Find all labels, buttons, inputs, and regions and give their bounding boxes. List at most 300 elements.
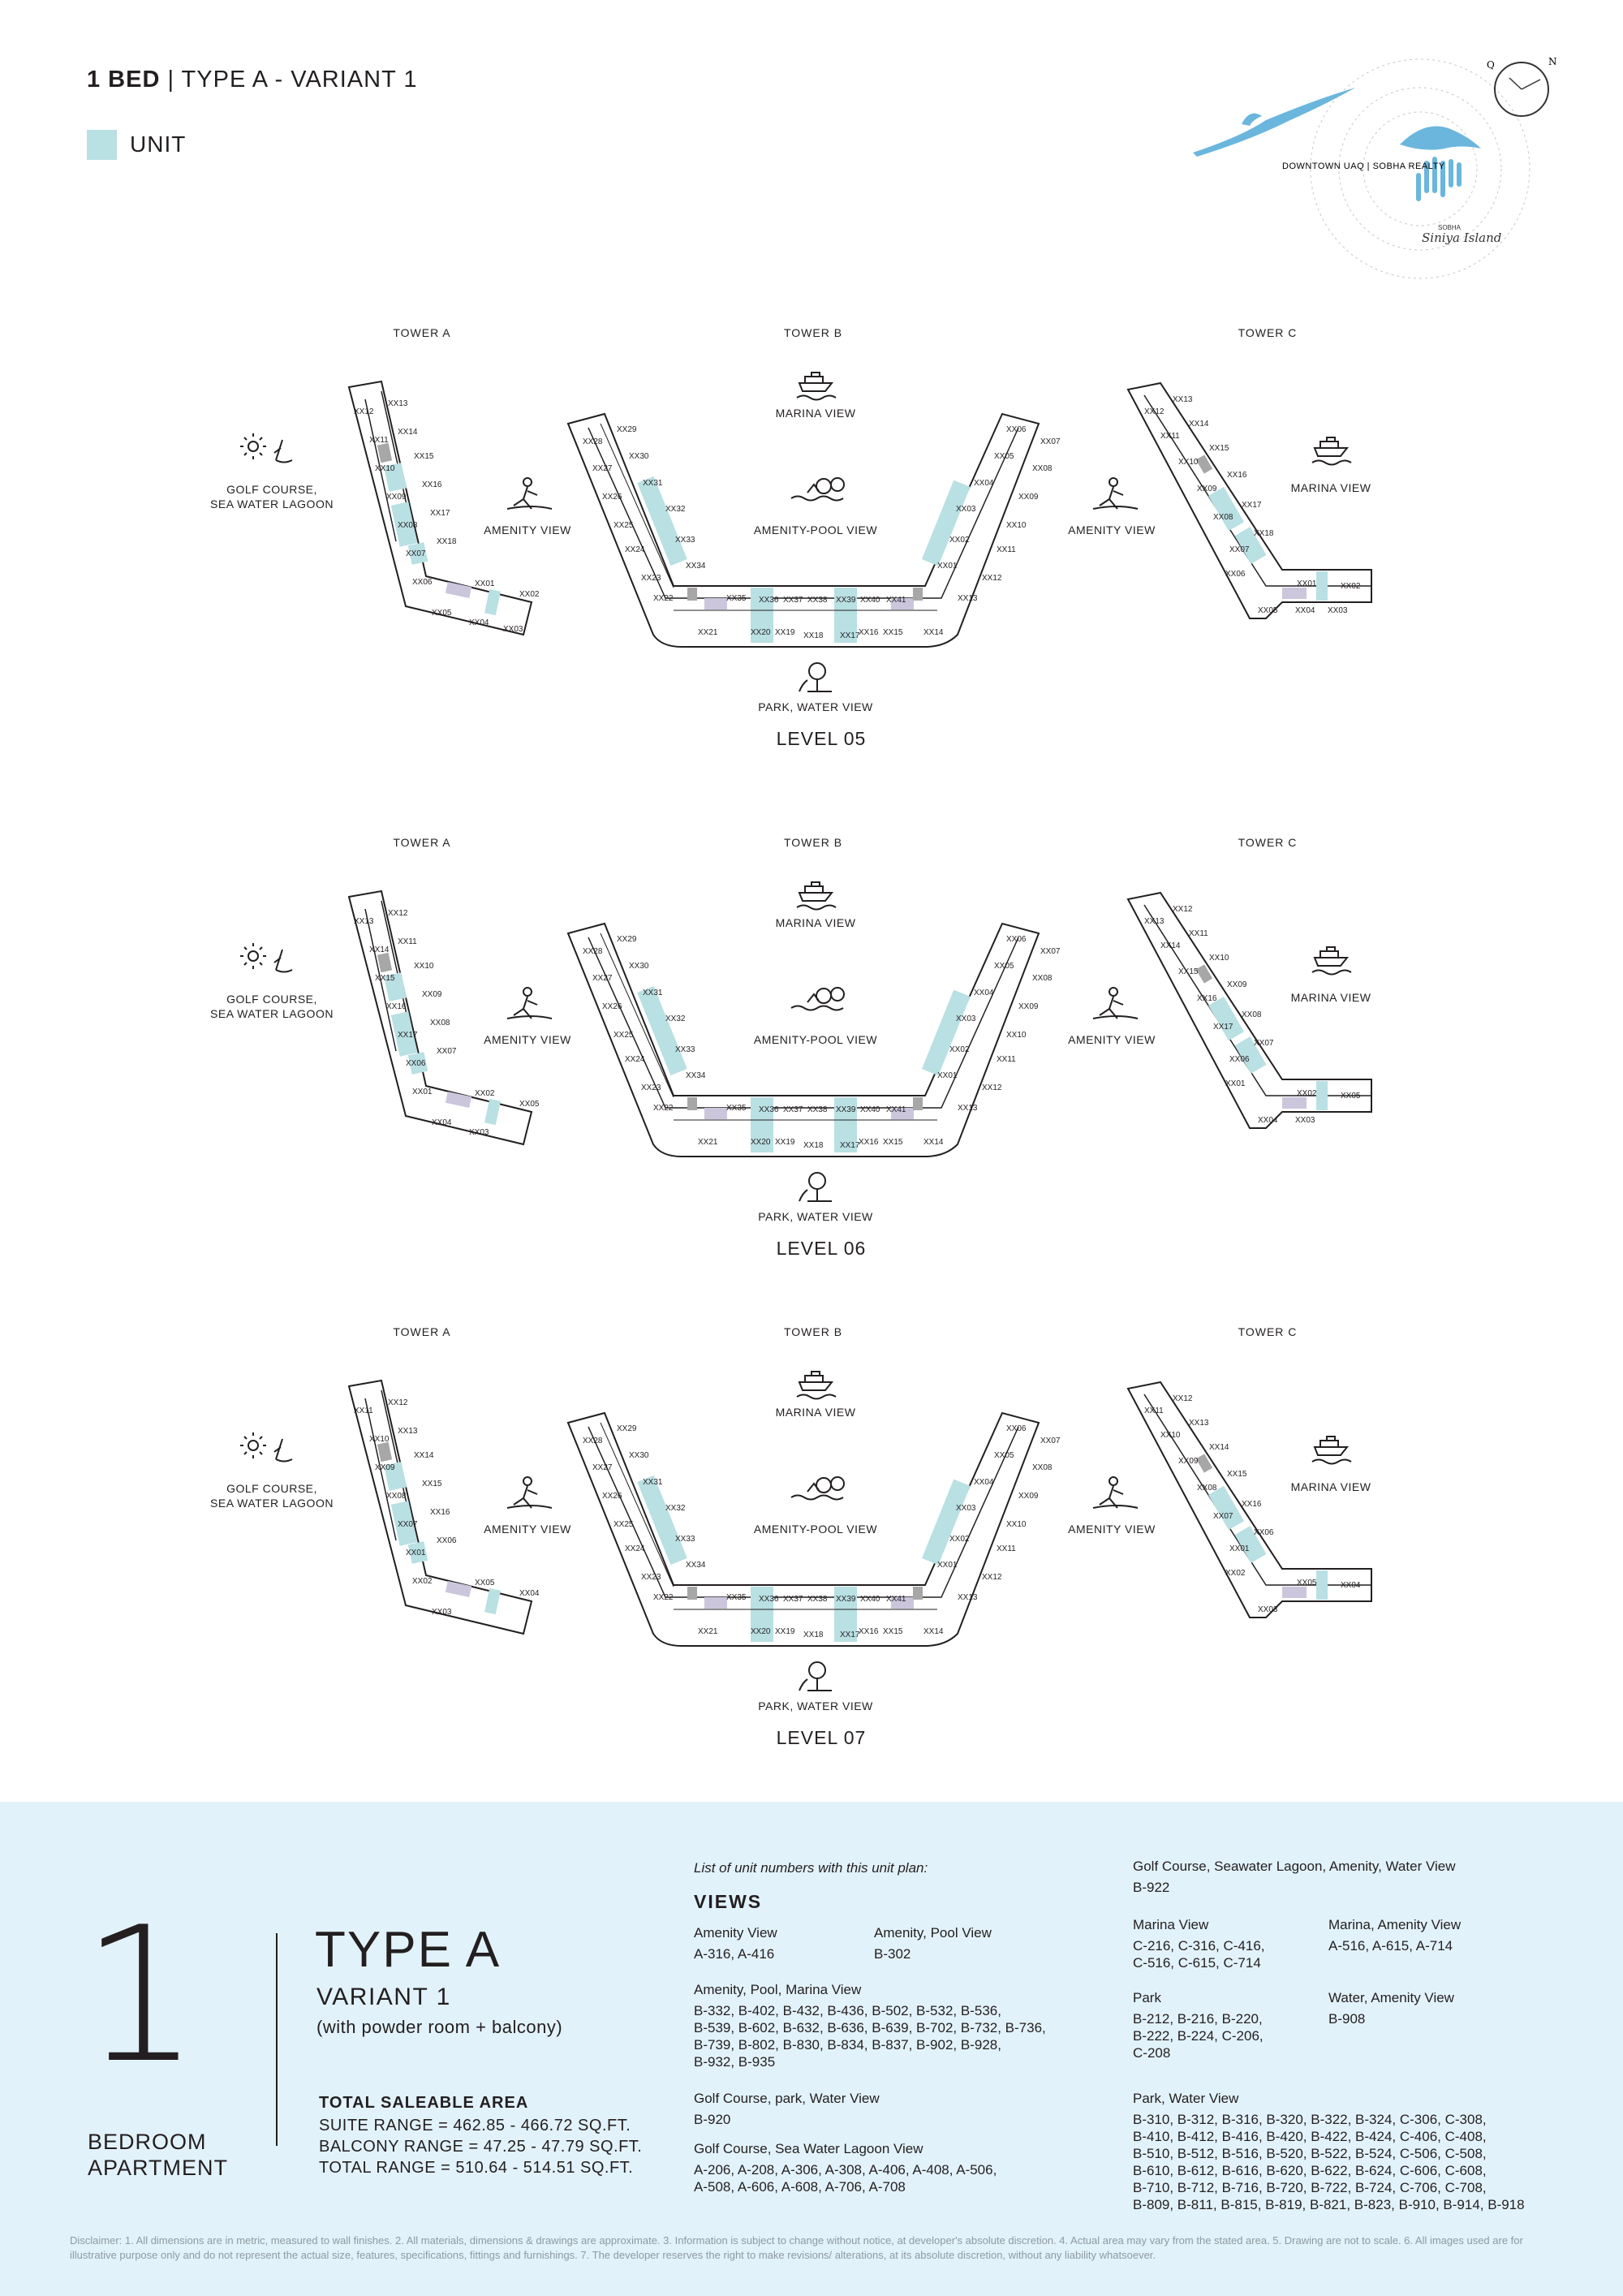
unit-label: XX11 — [997, 545, 1016, 554]
view-group-units: B-922 — [1133, 1880, 1170, 1895]
view-group-units: C-208 — [1133, 2045, 1171, 2061]
logo-caption: DOWNTOWN UAQ | SOBHA REALTY — [1282, 162, 1445, 171]
unit-label: XX07 — [398, 1520, 418, 1529]
unit-label: XX05 — [432, 609, 452, 618]
unit-label: XX27 — [592, 464, 613, 473]
views-heading: VIEWS — [694, 1891, 763, 1912]
amenity-right-icon — [1093, 988, 1138, 1019]
unit-label: XX18 — [803, 1630, 824, 1639]
unit-label: XX13 — [958, 594, 978, 603]
amenity-view-right-label: AMENITY VIEW — [1068, 523, 1156, 536]
unit-label: XX17 — [430, 509, 450, 518]
unit-label: XX07 — [1040, 1437, 1061, 1445]
unit-label: XX11 — [398, 937, 417, 946]
amenity-view-left-label: AMENITY VIEW — [484, 1523, 571, 1536]
unit-label: XX33 — [675, 1045, 695, 1054]
view-group-name: Amenity View — [694, 1925, 777, 1941]
unit-label: XX15 — [1227, 1470, 1247, 1479]
unit-label: XX03 — [469, 1128, 489, 1137]
unit-label: XX20 — [751, 1627, 771, 1636]
unit-label: XX11 — [1189, 929, 1208, 938]
view-group-units: B-539, B-602, B-632, B-636, B-639, B-702, B-732, B-736, — [694, 2020, 1046, 2035]
unit-label: XX13 — [1173, 395, 1193, 404]
tower-a-label: TOWER A — [393, 326, 451, 339]
unit-label: XX18 — [803, 631, 824, 640]
unit-label: XX09 — [1197, 485, 1217, 493]
view-group — [1328, 1917, 1461, 1954]
unit-label: XX30 — [629, 962, 649, 971]
amenity-left-icon — [507, 988, 552, 1019]
amenity-pool-icon — [791, 1477, 844, 1500]
tower-c-label: TOWER C — [1238, 326, 1298, 339]
unit-label: XX01 — [1297, 579, 1317, 588]
unit-label: XX16 — [859, 1627, 879, 1636]
unit-label: XX32 — [665, 1014, 686, 1023]
unit-label: XX03 — [1328, 606, 1348, 615]
unit-label: XX15 — [883, 628, 903, 637]
unit-label: XX30 — [629, 1451, 649, 1460]
view-group-name: Water, Amenity View — [1328, 1990, 1454, 2005]
view-group-name: Golf Course, Sea Water Lagoon View — [694, 2141, 923, 2156]
view-group-units: B-710, B-712, B-716, B-720, B-722, B-724, C-706, C-708, — [1133, 2180, 1487, 2195]
compass-q-label: Q — [1487, 59, 1495, 71]
unit-label: XX15 — [1178, 967, 1199, 976]
amenity-pool-icon — [791, 988, 844, 1010]
unit-label: XX09 — [1227, 980, 1247, 989]
bedroom-count: 1 — [81, 1888, 200, 2104]
unit-label: XX02 — [1297, 1089, 1317, 1098]
unit-label: XX08 — [1213, 513, 1233, 522]
amenity-view-left-label: AMENITY VIEW — [484, 523, 571, 536]
unit-label: XX34 — [686, 1561, 706, 1570]
golf-lagoon-icon — [240, 433, 292, 463]
unit-label: XX14 — [414, 1451, 434, 1460]
level-label: LEVEL 05 — [776, 728, 867, 749]
unit-label: XX22 — [653, 1593, 674, 1602]
view-group — [1133, 1990, 1264, 2061]
marina-view-label: MARINA VIEW — [775, 407, 856, 420]
unit-label: XX21 — [698, 1138, 718, 1147]
view-group — [1133, 2091, 1525, 2213]
unit-label: XX11 — [369, 436, 389, 445]
marina-view-right-label: MARINA VIEW — [1290, 1480, 1371, 1493]
unit-label: XX29 — [617, 425, 637, 434]
unit-label: XX36 — [759, 1595, 779, 1604]
unit-label: XX01 — [475, 579, 495, 588]
unit-label: XX06 — [412, 578, 433, 587]
unit-label: XX35 — [726, 594, 747, 603]
unit-label: XX04 — [469, 618, 489, 627]
unit-label: XX33 — [675, 536, 695, 545]
unit-label: XX10 — [1006, 521, 1027, 530]
tower-a-label: TOWER A — [393, 836, 451, 849]
unit-label: XX24 — [625, 545, 645, 554]
unit-label: XX03 — [956, 1504, 976, 1513]
unit-label: XX02 — [1341, 582, 1361, 591]
unit-label: XX06 — [1006, 1424, 1027, 1433]
unit-label: XX24 — [625, 1544, 645, 1553]
unit-label: XX19 — [775, 628, 795, 637]
view-group-name: Golf Course, park, Water View — [694, 2091, 880, 2106]
unit-label: XX10 — [1006, 1520, 1027, 1529]
floor-plan-drawing — [0, 1325, 1623, 1764]
view-group-units: B-739, B-802, B-830, B-834, B-837, B-902, B-928, — [694, 2037, 1001, 2053]
amenity-view-right-label: AMENITY VIEW — [1068, 1033, 1156, 1046]
unit-label: XX37 — [783, 1595, 803, 1604]
unit-label: XX17 — [840, 1630, 860, 1639]
unit-label: XX36 — [759, 596, 779, 605]
unit-label: XX15 — [414, 452, 434, 461]
unit-label: XX41 — [886, 1105, 906, 1114]
unit-label: XX30 — [629, 452, 649, 461]
unit-label: XX04 — [519, 1589, 540, 1598]
unit-label: XX37 — [783, 596, 803, 605]
unit-label: XX17 — [398, 1031, 418, 1040]
unit-label: XX07 — [406, 549, 426, 558]
unit-label: XX10 — [1209, 954, 1229, 963]
view-group-units: B-908 — [1328, 2011, 1366, 2027]
unit-label: XX16 — [1242, 1500, 1262, 1509]
unit-label: XX02 — [949, 1535, 970, 1544]
unit-label: XX08 — [430, 1019, 450, 1027]
tower-b-label: TOWER B — [783, 326, 843, 339]
unit-label: XX02 — [949, 1045, 970, 1054]
unit-label: XX07 — [1254, 1039, 1274, 1048]
unit-label: XX10 — [1178, 458, 1199, 467]
unit-label: XX06 — [406, 1059, 426, 1068]
unit-label: XX08 — [1032, 1463, 1053, 1472]
marina-view-icon — [797, 882, 836, 910]
unit-label: XX21 — [698, 1627, 718, 1636]
unit-label: XX01 — [412, 1088, 433, 1096]
unit-label: XX03 — [503, 625, 523, 634]
unit-label: XX13 — [388, 399, 408, 408]
unit-label: XX23 — [641, 1573, 661, 1582]
amenity-left-icon — [507, 1477, 552, 1508]
unit-label: XX27 — [592, 1463, 613, 1472]
unit-label: XX17 — [840, 631, 860, 640]
unit-label: XX40 — [860, 1595, 880, 1604]
unit-label: XX29 — [617, 935, 637, 944]
marina-view-icon — [797, 373, 836, 400]
unit-label: XX26 — [602, 1492, 622, 1501]
unit-label: XX16 — [1227, 471, 1247, 480]
view-group-units: B-932, B-935 — [694, 2054, 776, 2070]
unit-label: XX09 — [422, 990, 442, 999]
unit-label: XX13 — [1144, 917, 1165, 926]
unit-label: XX07 — [1213, 1512, 1233, 1521]
unit-label: XX15 — [883, 1138, 903, 1147]
amenity-pool-icon — [791, 478, 844, 501]
unit-label: XX04 — [974, 479, 994, 488]
unit-label: XX05 — [1341, 1092, 1361, 1101]
unit-label: XX31 — [643, 479, 663, 488]
unit-label: XX09 — [1178, 1457, 1199, 1466]
unit-variant: VARIANT 1 — [316, 1984, 451, 2010]
marina-right-icon — [1312, 1437, 1351, 1464]
amenity-pool-view-label: AMENITY-POOL VIEW — [753, 523, 878, 536]
unit-label: XX06 — [1229, 1055, 1250, 1064]
unit-label: XX05 — [475, 1579, 495, 1587]
unit-label: XX16 — [422, 480, 442, 489]
unit-label: XX02 — [519, 590, 540, 599]
golf-course-lagoon-view-label: GOLF COURSE, SEA WATER LAGOON — [210, 1482, 334, 1510]
unit-label: XX02 — [412, 1577, 433, 1586]
unit-label: XX09 — [1018, 1492, 1039, 1501]
unit-label: XX03 — [956, 1014, 976, 1023]
unit-type: TYPE A — [315, 1922, 502, 1978]
view-group — [1328, 1990, 1454, 2027]
unit-label: XX09 — [1018, 1002, 1039, 1011]
unit-label: XX06 — [1006, 425, 1027, 434]
area-heading: TOTAL SALEABLE AREA — [319, 2094, 529, 2112]
amenity-view-left-label: AMENITY VIEW — [484, 1033, 571, 1046]
unit-label: XX18 — [1254, 529, 1274, 538]
unit-label: XX12 — [1173, 905, 1193, 914]
unit-label: XX16 — [859, 628, 879, 637]
unit-label: XX10 — [1006, 1031, 1027, 1040]
unit-label: XX04 — [974, 1478, 994, 1487]
view-group-units: B-809, B-811, B-815, B-819, B-821, B-823, B-910, B-914, B-918 — [1133, 2197, 1525, 2212]
unit-label: XX34 — [686, 562, 706, 571]
level-label: LEVEL 06 — [776, 1238, 867, 1259]
unit-label: XX13 — [1189, 1419, 1209, 1428]
unit-label: XX09 — [386, 493, 407, 502]
unit-label: XX06 — [1225, 570, 1246, 579]
unit-label: XX20 — [751, 1138, 771, 1147]
legend-label-unit: UNIT — [130, 131, 187, 157]
location-map-logo — [1152, 39, 1574, 282]
marina-right-icon — [1312, 947, 1351, 975]
unit-label: XX15 — [422, 1480, 442, 1488]
floor-plan-drawing — [0, 326, 1623, 765]
unit-label: XX06 — [1254, 1528, 1274, 1537]
unit-label: XX01 — [937, 562, 958, 571]
view-group-units: A-508, A-606, A-608, A-706, A-708 — [694, 2179, 906, 2195]
view-group — [694, 1982, 1046, 2070]
view-group — [694, 2141, 997, 2195]
unit-label: XX25 — [613, 521, 634, 530]
tower-c-label: TOWER C — [1238, 836, 1298, 849]
unit-label: XX21 — [698, 628, 718, 637]
unit-label: XX12 — [982, 574, 1002, 583]
unit-label: XX08 — [1032, 974, 1053, 983]
unit-label: XX17 — [1242, 501, 1262, 510]
unit-label: XX05 — [1258, 606, 1278, 615]
unit-label: XX12 — [1173, 1394, 1193, 1403]
unit-label: XX10 — [414, 962, 434, 971]
unit-label: XX12 — [388, 1398, 408, 1407]
view-group-units: B-222, B-224, C-206, — [1133, 2028, 1264, 2044]
unit-label: XX02 — [475, 1089, 495, 1098]
view-group-name: Marina View — [1133, 1917, 1209, 1932]
unit-label: XX15 — [1209, 444, 1229, 453]
unit-label: XX28 — [583, 1437, 603, 1445]
park-water-view-label: PARK, WATER VIEW — [758, 1699, 873, 1712]
unit-label: XX38 — [807, 1105, 828, 1114]
unit-label: XX01 — [937, 1071, 958, 1080]
unit-label: XX25 — [613, 1520, 634, 1529]
view-group-name: Marina, Amenity View — [1328, 1917, 1462, 1932]
unit-label: XX07 — [1040, 947, 1061, 956]
park-water-view-label: PARK, WATER VIEW — [758, 1210, 873, 1223]
unit-label: XX31 — [643, 989, 663, 997]
tower-b-label: TOWER B — [783, 1325, 843, 1338]
total-range: TOTAL RANGE = 510.64 - 514.51 SQ.FT. — [319, 2159, 634, 2177]
view-group-units: A-206, A-208, A-306, A-308, A-406, A-408, A-506, — [694, 2162, 997, 2178]
disclaimer: Disclaimer: 1. All dimensions are in metric, measured to wall finishes. 2. All materials, dimensions & drawings are approximate. 3. Information is subject to change without notice, at developer's absolute discretion. 4. Actual area may vary from the stated area. 5. Drawing are not to scale. 6. All images used are for illustrative purpose only and do not represent the actual size, features, specifications, fittings and furnishings. 7. The developer reserves the right to make revisions/ alterations, at its absolute discretion, without any liability whatsoever. — [70, 2234, 1523, 2261]
unit-label: XX05 — [994, 1451, 1014, 1460]
unit-label: XX13 — [398, 1427, 418, 1436]
golf-lagoon-icon — [240, 1432, 292, 1462]
view-group-units: C-516, C-615, C-714 — [1133, 1955, 1261, 1971]
unit-label: XX08 — [1032, 464, 1053, 473]
unit-label: XX41 — [886, 596, 906, 605]
unit-label: XX14 — [923, 1627, 944, 1636]
view-group-name: Park — [1133, 1990, 1161, 2005]
tower-a-building — [349, 1381, 532, 1634]
unit-label: XX24 — [625, 1055, 645, 1064]
unit-label: XX06 — [437, 1536, 457, 1545]
view-group-units: B-302 — [874, 1946, 911, 1962]
unit-label: XX01 — [406, 1549, 426, 1557]
apartment-type-label: BEDROOM APARTMENT — [88, 2130, 229, 2180]
unit-label: XX36 — [759, 1105, 779, 1114]
unit-label: XX31 — [643, 1478, 663, 1487]
page-title: 1 BED | TYPE A - VARIANT 1 — [87, 67, 418, 93]
unit-label: XX13 — [354, 917, 374, 926]
marina-view-icon — [797, 1372, 836, 1399]
tower-b-label: TOWER B — [783, 836, 843, 849]
view-group-units: B-410, B-412, B-416, B-420, B-422, B-424, C-406, C-408, — [1133, 2129, 1487, 2144]
unit-label: XX32 — [665, 505, 686, 514]
unit-label: XX08 — [1242, 1010, 1262, 1019]
unit-label: XX04 — [1258, 1116, 1278, 1125]
amenity-view-right-label: AMENITY VIEW — [1068, 1523, 1156, 1536]
unit-label: XX09 — [1018, 493, 1039, 502]
variant-note: (with powder room + balcony) — [316, 2017, 563, 2037]
tower-a-building — [349, 891, 532, 1144]
unit-label: XX12 — [982, 1083, 1002, 1092]
unit-label: XX08 — [1197, 1484, 1217, 1493]
unit-label: XX17 — [840, 1141, 860, 1150]
floor-plan-drawing — [0, 836, 1623, 1274]
view-group-name: Amenity, Pool, Marina View — [694, 1982, 862, 1997]
unit-label: XX22 — [653, 1104, 674, 1113]
balcony-range: BALCONY RANGE = 47.25 - 47.79 SQ.FT. — [319, 2138, 643, 2156]
view-group-units: B-920 — [694, 2112, 731, 2127]
unit-label: XX12 — [1144, 407, 1165, 416]
unit-label: XX02 — [949, 536, 970, 545]
view-group-name: Golf Course, Seawater Lagoon, Amenity, Water View — [1133, 1859, 1456, 1874]
unit-label: XX20 — [751, 628, 771, 637]
golf-course-lagoon-view-label: GOLF COURSE, SEA WATER LAGOON — [210, 993, 334, 1020]
view-group-units: B-332, B-402, B-432, B-436, B-502, B-532, B-536, — [694, 2003, 1001, 2018]
unit-label: XX38 — [807, 596, 828, 605]
view-group-units: B-610, B-612, B-616, B-620, B-622, B-624, C-606, C-608, — [1133, 2163, 1487, 2178]
unit-label: XX07 — [1229, 545, 1250, 554]
marina-view-label: MARINA VIEW — [775, 1406, 856, 1419]
view-group-name: Park, Water View — [1133, 2091, 1239, 2106]
unit-label: XX14 — [1160, 941, 1181, 950]
unit-label: XX40 — [860, 1105, 880, 1114]
unit-label: XX02 — [1225, 1569, 1246, 1578]
view-group-units: C-216, C-316, C-416, — [1133, 1938, 1265, 1954]
unit-label: XX33 — [675, 1535, 695, 1544]
unit-label: XX16 — [859, 1138, 879, 1147]
unit-label: XX23 — [641, 574, 661, 583]
unit-label: XX22 — [653, 594, 674, 603]
compass-n-label: N — [1548, 56, 1557, 67]
view-group-units: B-212, B-216, B-220, — [1133, 2011, 1263, 2027]
park-icon — [799, 663, 832, 691]
unit-label: XX07 — [437, 1047, 457, 1056]
view-group-name: Amenity, Pool View — [874, 1925, 992, 1941]
unit-label: XX05 — [1297, 1579, 1317, 1587]
view-group — [874, 1925, 992, 1962]
park-water-view-label: PARK, WATER VIEW — [758, 700, 873, 713]
marina-view-right-label: MARINA VIEW — [1290, 481, 1371, 494]
unit-label: XX23 — [641, 1083, 661, 1092]
amenity-right-icon — [1093, 478, 1138, 509]
view-group — [694, 2091, 880, 2128]
unit-label: XX03 — [1295, 1116, 1315, 1125]
unit-label: XX03 — [1258, 1605, 1278, 1614]
view-group-units: B-310, B-312, B-316, B-320, B-322, B-324, C-306, C-308, — [1133, 2112, 1487, 2127]
unit-label: XX08 — [398, 521, 418, 530]
golf-lagoon-icon — [240, 943, 292, 972]
unit-label: XX05 — [994, 452, 1014, 461]
unit-label: XX34 — [686, 1071, 706, 1080]
unit-label: XX14 — [923, 1138, 944, 1147]
unit-label: XX10 — [369, 1435, 390, 1444]
unit-label: XX16 — [1197, 994, 1217, 1003]
unit-label: XX03 — [956, 505, 976, 514]
unit-label: XX19 — [775, 1138, 795, 1147]
unit-label: XX11 — [1144, 1406, 1164, 1415]
unit-label: XX40 — [860, 596, 880, 605]
level-label: LEVEL 07 — [776, 1727, 867, 1748]
unit-label: XX39 — [836, 1105, 856, 1114]
unit-label: XX09 — [375, 1463, 395, 1472]
unit-label: XX10 — [1160, 1431, 1181, 1440]
tower-a-building — [349, 381, 532, 635]
unit-label: XX05 — [994, 962, 1014, 971]
marina-right-icon — [1312, 437, 1351, 465]
tower-c-label: TOWER C — [1238, 1325, 1298, 1338]
unit-label: XX15 — [883, 1627, 903, 1636]
marina-view-label: MARINA VIEW — [775, 916, 856, 929]
unit-label: XX18 — [803, 1141, 824, 1150]
unit-label: XX38 — [807, 1595, 828, 1604]
marina-view-right-label: MARINA VIEW — [1290, 991, 1371, 1004]
unit-label: XX18 — [437, 537, 457, 546]
view-group-units: B-510, B-512, B-516, B-520, B-522, B-524, C-506, C-508, — [1133, 2146, 1487, 2161]
park-icon — [799, 1662, 832, 1691]
unit-label: XX12 — [388, 909, 408, 918]
suite-range: SUITE RANGE = 462.85 - 466.72 SQ.FT. — [319, 2117, 631, 2134]
unit-label: XX11 — [354, 1406, 373, 1415]
unit-label: XX35 — [726, 1104, 747, 1113]
amenity-right-icon — [1093, 1477, 1138, 1508]
unit-label: XX32 — [665, 1504, 686, 1513]
unit-label: XX17 — [1213, 1023, 1233, 1032]
unit-label: XX04 — [974, 989, 994, 997]
unit-label: XX04 — [432, 1118, 452, 1127]
unit-label: XX14 — [1209, 1443, 1229, 1452]
unit-label: XX11 — [1160, 432, 1180, 441]
unit-label: XX16 — [386, 1002, 407, 1011]
